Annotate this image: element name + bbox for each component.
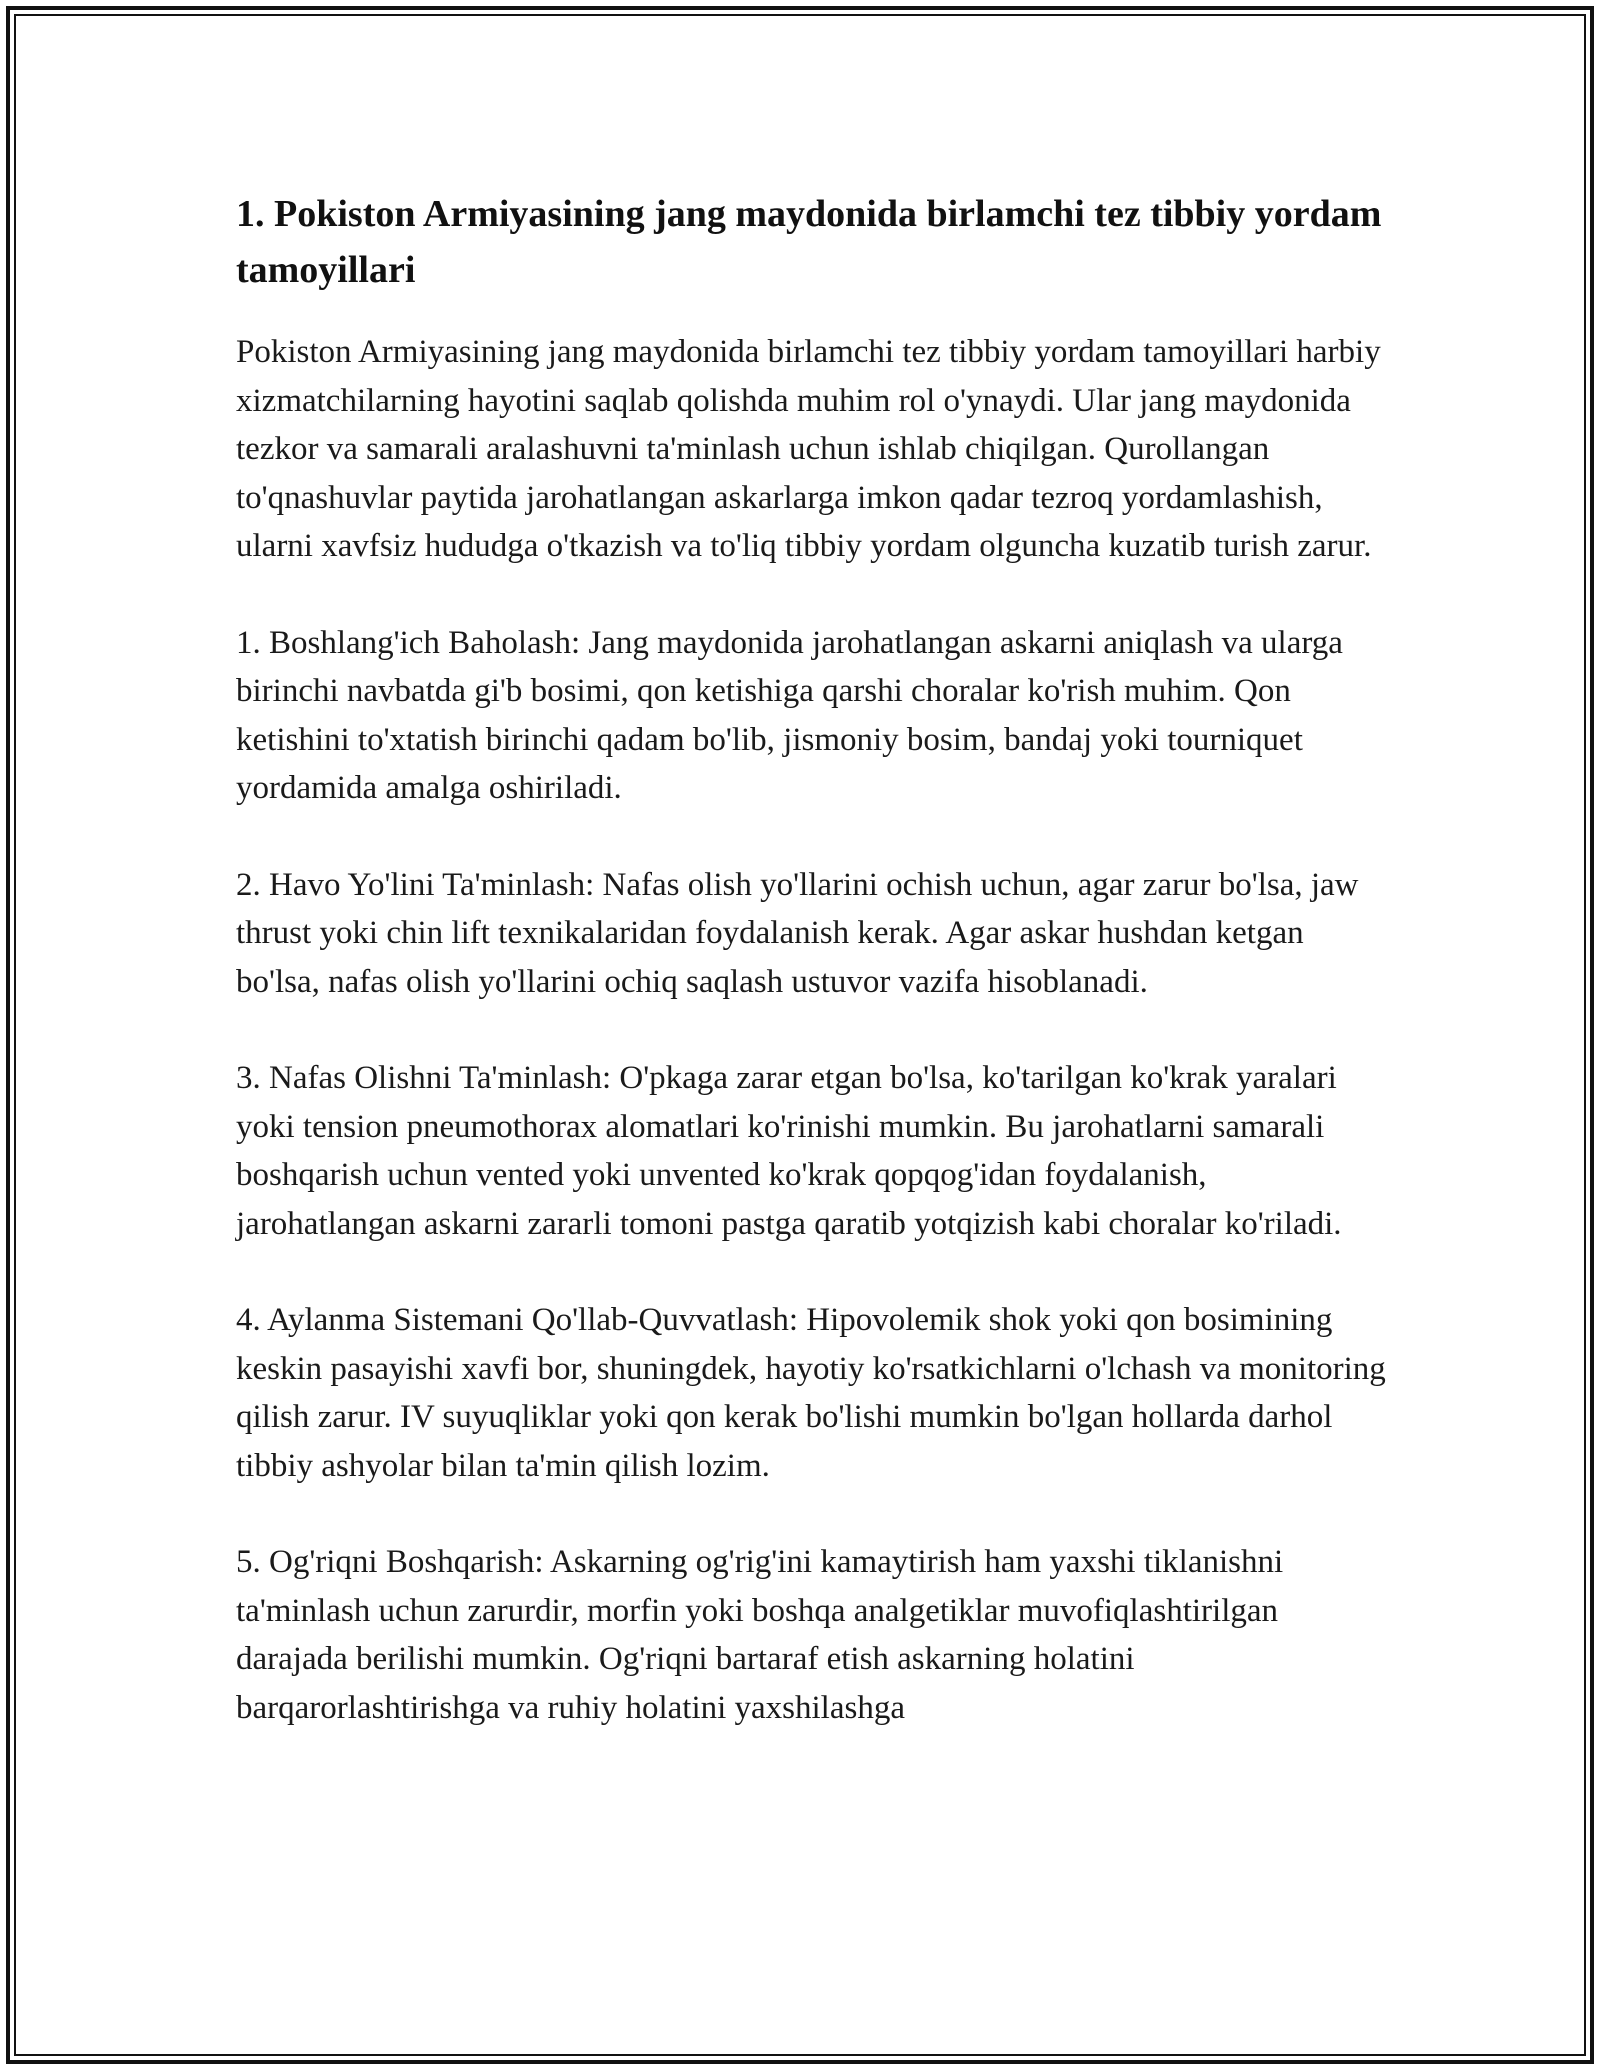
paragraph-airway: 2. Havo Yo'lini Ta'minlash: Nafas olish yo'llarini ochish uchun, agar zarur bo'lsa, jaw thrust yoki chin lift texnikalaridan foydalanish kerak. Agar askar hushdan ketgan bo'lsa, nafas olish yo'llarini ochiq saqlash ustuvor vazifa hisoblanadi.	[236, 866, 1359, 1000]
paragraph-breathing: 3. Nafas Olishni Ta'minlash: O'pkaga zarar etgan bo'lsa, ko'tarilgan ko'krak yaralari yoki tension pneumothorax alomatlari ko'rinishi mumkin. Bu jarohatlarni samarali boshqarish uchun vented yoki unvented ko'krak qopqog'idan foydalanish, jarohatlangan askarni zararli tomoni pastga qaratib yotqizish kabi choralar ko'riladi.	[236, 1060, 1342, 1242]
document-title: 1. Pokiston Armiyasining jang maydonida birlamchi tez tibbiy yordam tamoyillari	[236, 193, 1382, 291]
paragraph-pain-management: 5. Og'riqni Boshqarish: Askarning og'rig'ini kamaytirish ham yaxshi tiklanishni ta'minlash uchun zarurdir, morfin yoki boshqa analgetiklar muvofiqlashtirilgan darajada berilishi mumkin. Og'riqni bartaraf etish askarning holatini barqarorlashtirishga va ruhiy holatini yaxshilashga	[236, 1544, 1284, 1726]
paragraph-initial-assessment: 1. Boshlang'ich Baholash: Jang maydonida jarohatlangan askarni aniqlash va ularga birinchi navbatda gi'b bosimi, qon ketishiga qarshi choralar ko'rish muhim. Qon ketishini to'xtatish birinchi qadam bo'lib, jismoniy bosim, bandaj yoki tourniquet yordamida amalga oshiriladi.	[236, 624, 1343, 806]
document-body	[236, 186, 1386, 1780]
intro-paragraph: Pokiston Armiyasining jang maydonida birlamchi tez tibbiy yordam tamoyillari harbiy xizmatchilarning hayotini saqlab qolishda muhim rol o'ynaydi. Ular jang maydonida tezkor va samarali aralashuvni ta'minlash uchun ishlab chiqilgan. Qurollangan to'qnashuvlar paytida jarohatlangan askarlarga imkon qadar tezroq yordamlashish, ularni xavfsiz hududga o'tkazish va to'liq tibbiy yordam olguncha kuzatib turish zarur.	[236, 334, 1381, 564]
paragraph-circulation: 4. Aylanma Sistemani Qo'llab-Quvvatlash: Hipovolemik shok yoki qon bosimining keskin pasayishi xavfi bor, shuningdek, hayotiy ko'rsatkichlarni o'lchash va monitoring qilish zarur. IV suyuqliklar yoki qon kerak bo'lishi mumkin bo'lgan hollarda darhol tibbiy ashyolar bilan ta'min qilish lozim.	[236, 1302, 1386, 1484]
